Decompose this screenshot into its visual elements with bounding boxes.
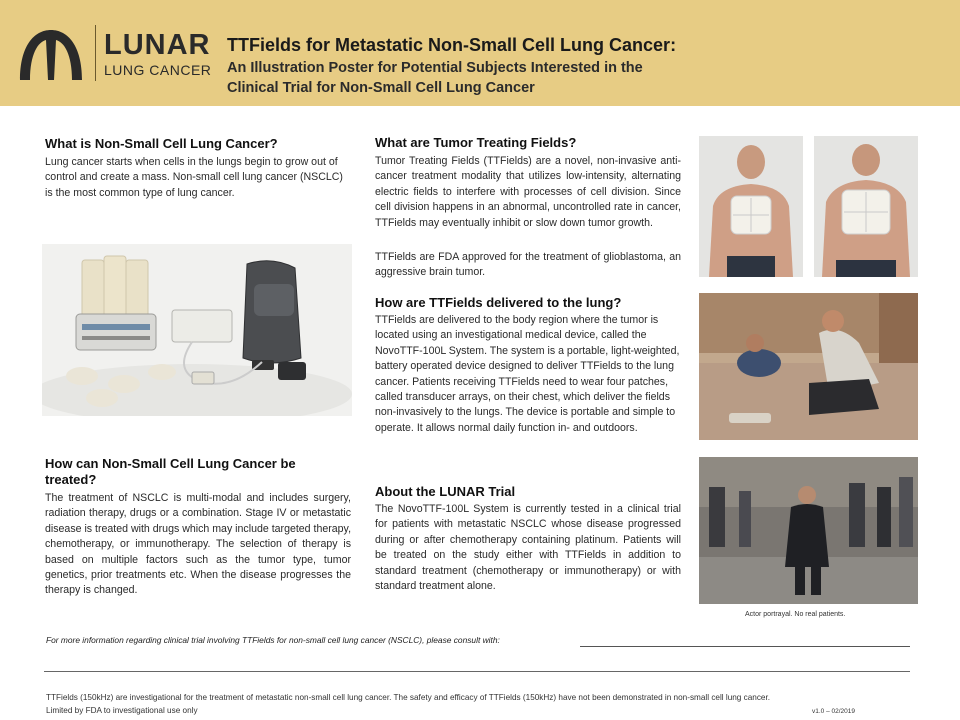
- contact-underline: [580, 646, 910, 647]
- patient-back-photo: [814, 136, 918, 277]
- logo-subtitle: LUNG CANCER: [104, 62, 212, 78]
- ttf-body-fda: TTFields are FDA approved for the treatment of glioblastoma, an aggressive brain tumor.: [375, 251, 681, 279]
- family-photo: [699, 293, 918, 440]
- ttf-heading: What are Tumor Treating Fields?: [375, 135, 577, 150]
- nsclc-body: Lung cancer starts when cells in the lungs begin to grow out of control and create a mass. Non-small cell lung cancer (NSCLC) is the most common type of lung cancer.: [45, 156, 343, 199]
- header-banner: [0, 0, 960, 106]
- street-photo: [699, 457, 918, 604]
- device-photo: [42, 244, 352, 416]
- trial-heading: About the LUNAR Trial: [375, 484, 516, 499]
- treatment-body: The treatment of NSCLC is multi-modal and includes surgery, radiation therapy, drugs or a combination. Stage IV or metastatic disease is treated with drugs which may include targeted therapy, chemotherapy, or immunotherapy. The selection of therapy is based on multiple factors such as the tumor type, tumor genetics, prior treatments etc. When the disease progresses the therapy is changed.: [45, 492, 352, 597]
- photo-caption: Actor portrayal. No real patients.: [745, 611, 846, 618]
- poster-title: TTFields for Metastatic Non-Small Cell Lung Cancer:: [227, 35, 677, 55]
- logo-name: LUNAR: [104, 29, 211, 61]
- disclaimer: TTFields (150kHz) are investigational for the treatment of metastatic non-small cell lung cancer. The safety and efficacy of TTFields (150kHz) have not been demonstrated in non-small cell lung cancer.: [46, 693, 771, 702]
- investigational-note: Limited by FDA to investigational use only: [46, 706, 198, 715]
- patient-front-photo: [699, 136, 803, 277]
- delivery-heading: How are TTFields delivered to the lung?: [375, 295, 622, 310]
- contact-line: [44, 671, 910, 672]
- ttf-body: Tumor Treating Fields (TTFields) are a novel, non-invasive anti-cancer treatment modality that utilizes low-intensity, alternating electric fields to interfere with processes of cell division. Since cell division happens in an abnormal, uncontrolled rate in cancer, TTFields may eventually inhibit or slow down tumor growth.: [375, 155, 681, 229]
- poster-subtitle: An Illustration Poster for Potential Subjects Interested in the Clinical Trial for Non-Small Cell Lung Cancer: [227, 60, 643, 96]
- nsclc-heading: What is Non-Small Cell Lung Cancer?: [45, 136, 278, 151]
- treatment-heading: How can Non-Small Cell Lung Cancer be treated?: [45, 456, 296, 487]
- trial-body: The NovoTTF-100L System is currently tested in a clinical trial for patients with metastatic NSCLC whose disease progressed during or after chemotherapy containing platinum. Patients will be treated on the study either with TTFields in addition to standard treatment (chemotherapy or immunotherapy) or with standard treatment alone.: [375, 503, 681, 593]
- delivery-body: TTFields are delivered to the body region where the tumor is located using an investigational medical device, called the NovoTTF-100L System. The system is a portable, light-weighted, battery operated device designed to deliver TTFields to the lung cancer. Patients receiving TTFields need to wear four patches, called transducer arrays, on their chest, which deliver the fields non-invasively to the lungs. The device is portable and simple to operate. It allows normal daily function in- and outdoors.: [375, 314, 680, 434]
- version-label: v1.0 – 02/2019: [812, 708, 856, 715]
- lunar-arch-icon: [18, 26, 84, 82]
- logo-divider: [95, 25, 96, 81]
- info-line: For more information regarding clinical trial involving TTFields for non-small cell lung cancer (NSCLC), please consult with:: [46, 635, 500, 645]
